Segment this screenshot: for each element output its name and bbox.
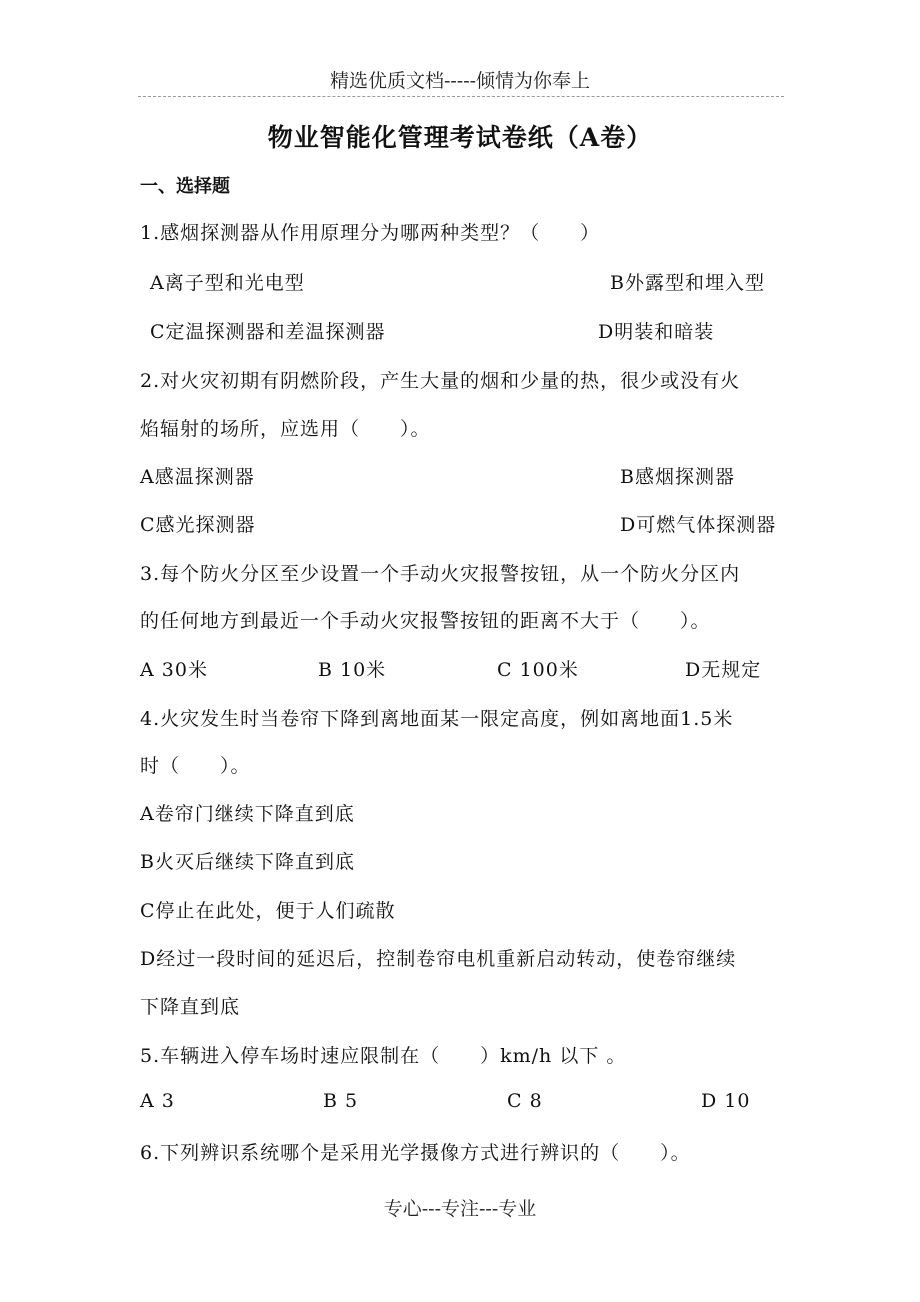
question-1-option-b: B外露型和埋入型 <box>610 272 765 294</box>
question-3-option-a: A 30米 <box>140 659 208 681</box>
question-1-option-c: C定温探测器和差温探测器 <box>150 321 386 343</box>
question-1-option-a: A离子型和光电型 <box>150 272 305 294</box>
question-2-option-c: C感光探测器 <box>140 514 256 536</box>
question-4-stem-line-2: 时（ ）。 <box>140 755 251 777</box>
question-4-option-d-line-2: 下降直到底 <box>140 996 241 1018</box>
question-2-option-a: A感温探测器 <box>140 466 255 488</box>
question-4-option-c: C停止在此处，便于人们疏散 <box>140 900 396 922</box>
question-3-option-b: B 10米 <box>318 659 387 681</box>
question-3-stem-line-1: 3.每个防火分区至少设置一个手动火灾报警按钮，从一个防火分区内 <box>140 563 741 585</box>
question-5-option-a: A 3 <box>140 1090 175 1112</box>
question-2-option-d: D可燃气体探测器 <box>620 514 777 536</box>
question-3-option-d: D无规定 <box>685 659 762 681</box>
question-4-option-b: B火灭后继续下降直到底 <box>140 851 355 873</box>
question-5-option-d: D 10 <box>701 1090 751 1112</box>
exam-title: 物业智能化管理考试卷纸（A卷） <box>267 123 653 152</box>
page-header: 精选优质文档-----倾情为你奉上 <box>329 70 591 92</box>
question-4-stem-line-1: 4.火灾发生时当卷帘下降到离地面某一限定高度，例如离地面1.5米 <box>140 708 734 730</box>
question-2-option-b: B感烟探测器 <box>620 466 735 488</box>
question-4-option-a: A卷帘门继续下降直到底 <box>140 803 355 825</box>
question-5-stem: 5.车辆进入停车场时速应限制在（ ）km/h 以下 。 <box>140 1045 627 1067</box>
question-5-option-b: B 5 <box>323 1090 359 1112</box>
question-5-option-c: C 8 <box>507 1090 543 1112</box>
header-divider <box>138 96 784 97</box>
question-1-option-d: D明装和暗装 <box>598 321 715 343</box>
question-2-stem-line-1: 2.对火灾初期有阴燃阶段，产生大量的烟和少量的热，很少或没有火 <box>140 370 741 392</box>
question-2-stem-line-2: 焰辐射的场所，应选用（ ）。 <box>140 418 431 440</box>
question-3-stem-line-2: 的任何地方到最近一个手动火灾报警按钮的距离不大于（ ）。 <box>140 610 711 632</box>
question-1-stem: 1.感烟探测器从作用原理分为哪两种类型？（ ） <box>140 222 601 244</box>
question-3-option-c: C 100米 <box>497 659 579 681</box>
page-footer: 专心---专注---专业 <box>383 1198 537 1220</box>
question-6-stem: 6.下列辨识系统哪个是采用光学摄像方式进行辨识的（ ）。 <box>140 1142 691 1164</box>
section-heading: 一、选择题 <box>140 176 230 197</box>
question-4-option-d-line-1: D经过一段时间的延迟后，控制卷帘电机重新启动转动，使卷帘继续 <box>140 948 737 970</box>
